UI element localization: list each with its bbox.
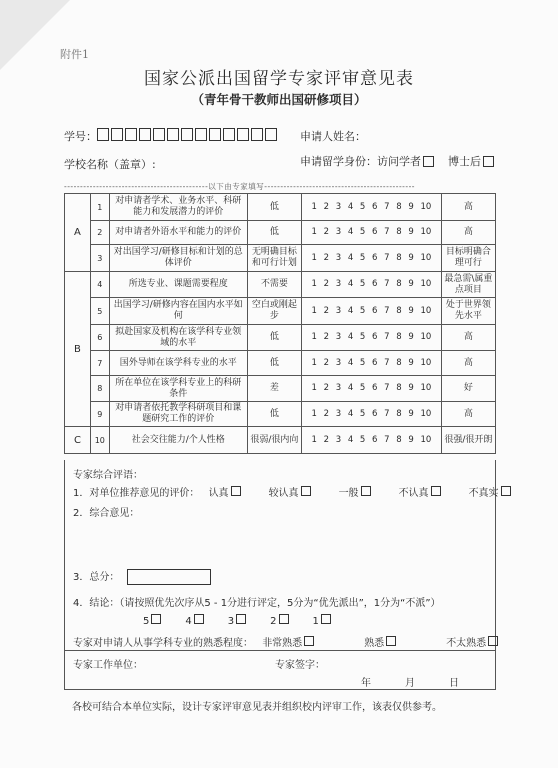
student-id-box[interactable] — [195, 128, 207, 141]
option-checkbox[interactable] — [501, 486, 511, 496]
student-id-boxes[interactable] — [97, 128, 279, 144]
q4-label: 4．结论：（请按照优先次序从5 - 1分进行评定，5分为“优先派出”，1分为“不派”） — [73, 598, 441, 609]
option-label: 3 — [227, 616, 235, 627]
school-name-label: 学校名称（盖章）: — [64, 158, 156, 171]
option-checkbox[interactable] — [488, 636, 498, 646]
category-cell: C — [65, 427, 91, 454]
year-label: 年 — [361, 678, 371, 689]
option-label: 不真实 — [468, 488, 499, 499]
rating-scale[interactable]: 1 2 3 4 5 6 7 8 9 10 — [301, 245, 441, 272]
eval-row — [65, 272, 496, 298]
low-anchor: 低 — [247, 351, 301, 376]
option-checkbox[interactable] — [194, 614, 204, 624]
total-score-box[interactable] — [127, 569, 211, 585]
date-row — [361, 674, 493, 689]
q3-row — [73, 568, 211, 585]
visiting-scholar-checkbox[interactable] — [423, 156, 434, 167]
category-cell: A — [65, 194, 91, 272]
item-description: 出国学习/研修内容在国内水平如何 — [109, 298, 247, 325]
item-number: 1 — [90, 194, 109, 221]
high-anchor: 好 — [441, 376, 495, 402]
option-label: 4 — [185, 616, 192, 627]
rating-scale[interactable]: 1 2 3 4 5 6 7 8 9 10 — [301, 376, 441, 402]
student-id-box[interactable] — [209, 128, 221, 141]
rating-scale[interactable]: 1 2 3 4 5 6 7 8 9 10 — [301, 272, 441, 298]
eval-row — [65, 221, 496, 245]
option-label: 5 — [143, 616, 150, 627]
q3-label: 3．总分： — [73, 572, 120, 583]
student-id-box[interactable] — [167, 128, 179, 141]
item-description: 社会交往能力/个人性格 — [109, 427, 247, 454]
day-label: 日 — [449, 678, 459, 689]
applicant-name-label: 申请人姓名： — [300, 130, 366, 143]
student-id-box[interactable] — [223, 128, 235, 141]
form-title: 国家公派出国留学专家评审意见表 — [144, 69, 414, 89]
q4-options — [137, 614, 337, 627]
low-anchor: 低 — [247, 194, 301, 221]
eval-row — [65, 245, 496, 272]
student-id-label: 学号： — [64, 130, 97, 143]
familiarity-row — [73, 634, 504, 649]
item-number: 5 — [90, 298, 109, 325]
low-anchor: 差 — [247, 376, 301, 402]
student-id-box[interactable] — [251, 128, 263, 141]
item-description: 所选专业、课题需要程度 — [109, 272, 247, 298]
high-anchor: 最急需\属重点项目 — [441, 272, 495, 298]
high-anchor: 高 — [441, 325, 495, 351]
item-number: 8 — [90, 376, 109, 402]
student-id-box[interactable] — [111, 128, 123, 141]
work-unit-label: 专家工作单位： — [73, 660, 143, 671]
signature-label: 专家签字： — [275, 660, 325, 671]
month-label: 月 — [405, 678, 415, 689]
option-checkbox[interactable] — [151, 614, 161, 624]
option-checkbox[interactable] — [301, 486, 311, 496]
q2-label: 2．综合意见： — [73, 508, 140, 519]
option-label: 2 — [270, 616, 277, 627]
form-subtitle: （青年骨干教师出国研修项目） — [191, 92, 367, 107]
option-checkbox[interactable] — [279, 614, 289, 624]
footer-note: 各校可结合本单位实际，设计专家评审意见表并组织校内评审工作，该表仅供参考。 — [72, 702, 442, 713]
student-id-box[interactable] — [97, 128, 109, 141]
low-anchor: 空白或刚起步 — [247, 298, 301, 325]
option-label: 熟悉 — [364, 638, 385, 649]
item-number: 9 — [90, 402, 109, 427]
high-anchor: 高 — [441, 221, 495, 245]
familiarity-label: 专家对申请人从事学科专业的熟悉程度： — [73, 638, 253, 649]
eval-row — [65, 402, 496, 427]
high-anchor: 目标明确合理可行 — [441, 245, 495, 272]
expert-comments-section — [64, 460, 499, 690]
expert-section-divider: ---------------------------------------------以下由专家填写----------------------------------------------- — [64, 182, 415, 191]
evaluation-table — [64, 193, 496, 454]
option-label: 认真 — [208, 488, 229, 499]
item-description: 对申请者依托教学科研项目和课题研究工作的评价 — [109, 402, 247, 427]
option-label: 一般 — [338, 488, 359, 499]
option-label: 非常熟悉 — [262, 638, 303, 649]
familiarity-options — [256, 638, 504, 649]
eval-row — [65, 325, 496, 351]
student-id-box[interactable] — [153, 128, 165, 141]
eval-row — [65, 376, 496, 402]
comments-heading: 专家综合评语： — [73, 470, 143, 481]
rating-scale[interactable]: 1 2 3 4 5 6 7 8 9 10 — [301, 194, 441, 221]
low-anchor: 低 — [247, 402, 301, 427]
item-description: 对出国学习/研修目标和计划的总体评价 — [109, 245, 247, 272]
identity-label: 申请留学身份：访问学者 — [300, 155, 421, 168]
category-cell: B — [65, 272, 91, 427]
option-label: 较认真 — [268, 488, 299, 499]
student-id-box[interactable] — [265, 128, 277, 141]
student-id-row — [64, 128, 279, 144]
student-id-box[interactable] — [125, 128, 137, 141]
option-label: 不太熟悉 — [446, 638, 487, 649]
q1-row — [73, 484, 517, 499]
student-id-box[interactable] — [237, 128, 249, 141]
item-number: 6 — [90, 325, 109, 351]
item-number: 4 — [90, 272, 109, 298]
q1-label: 1．对单位推荐意见的评价： — [73, 488, 200, 499]
student-id-box[interactable] — [139, 128, 151, 141]
option-checkbox[interactable] — [431, 486, 441, 496]
item-number: 10 — [90, 427, 109, 454]
rating-scale[interactable]: 1 2 3 4 5 6 7 8 9 10 — [301, 221, 441, 245]
rating-scale[interactable]: 1 2 3 4 5 6 7 8 9 10 — [301, 351, 441, 376]
low-anchor: 低 — [247, 221, 301, 245]
high-anchor: 很强/很开朗 — [441, 427, 495, 454]
student-id-box[interactable] — [181, 128, 193, 141]
option-checkbox[interactable] — [231, 486, 241, 496]
item-description: 对申请者学术、业务水平、科研能力和发展潜力的评价 — [109, 194, 247, 221]
option-checkbox[interactable] — [386, 636, 396, 646]
option-label: 1 — [312, 616, 319, 627]
low-anchor: 不需要 — [247, 272, 301, 298]
option-checkbox[interactable] — [321, 614, 331, 624]
rating-scale[interactable]: 1 2 3 4 5 6 7 8 9 10 — [301, 325, 441, 351]
rating-scale[interactable]: 1 2 3 4 5 6 7 8 9 10 — [301, 402, 441, 427]
item-description: 所在单位在该学科专业上的科研条件 — [109, 376, 247, 402]
low-anchor: 很弱/很内向 — [247, 427, 301, 454]
item-number: 3 — [90, 245, 109, 272]
low-anchor: 无明确目标和可行计划 — [247, 245, 301, 272]
option-checkbox[interactable] — [361, 486, 371, 496]
item-number: 2 — [90, 221, 109, 245]
eval-row — [65, 194, 496, 221]
eval-row — [65, 351, 496, 376]
high-anchor: 高 — [441, 194, 495, 221]
option-checkbox[interactable] — [304, 636, 314, 646]
postdoc-checkbox[interactable] — [483, 156, 494, 167]
high-anchor: 高 — [441, 402, 495, 427]
attachment-label: 附件1 — [60, 48, 89, 61]
item-description: 拟赴国家及机构在该学科专业领域的水平 — [109, 325, 247, 351]
rating-scale[interactable]: 1 2 3 4 5 6 7 8 9 10 — [301, 298, 441, 325]
q1-options — [203, 488, 517, 499]
rating-scale[interactable]: 1 2 3 4 5 6 7 8 9 10 — [301, 427, 441, 454]
divider-line — [65, 650, 495, 651]
eval-row — [65, 298, 496, 325]
item-description: 国外导师在该学科专业的水平 — [109, 351, 247, 376]
option-checkbox[interactable] — [236, 614, 246, 624]
option-label: 不认真 — [398, 488, 429, 499]
low-anchor: 低 — [247, 325, 301, 351]
eval-row — [65, 427, 496, 454]
high-anchor: 高 — [441, 351, 495, 376]
item-number: 7 — [90, 351, 109, 376]
postdoc-label: 博士后 — [448, 155, 481, 168]
identity-row — [300, 153, 508, 169]
high-anchor: 处于世界领先水平 — [441, 298, 495, 325]
item-description: 对申请者外语水平和能力的评价 — [109, 221, 247, 245]
